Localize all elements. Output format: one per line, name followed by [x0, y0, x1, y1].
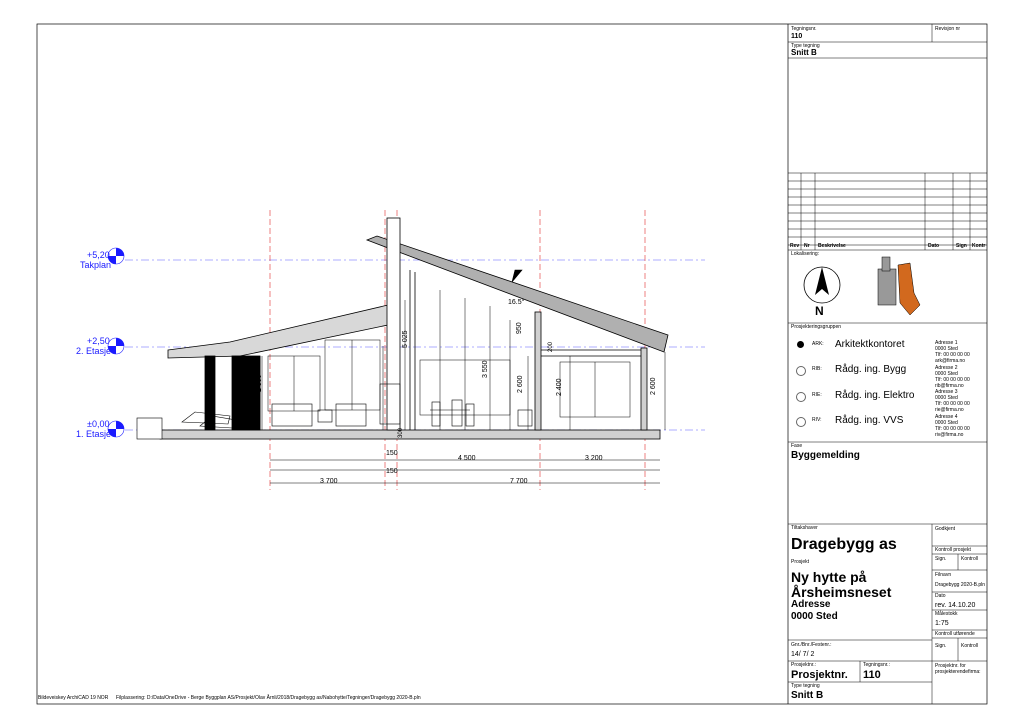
dim-3200: 3 200 [585, 455, 603, 462]
tb-kontroll-label-2: Kontroll [961, 643, 978, 649]
group-address-ark: Adresse 1 0000 Sted Tlf: 00 00 00 00 ark@firma.no [935, 340, 970, 364]
rev-h-sign: Sign [956, 243, 967, 249]
tb-kontroll-prosjekt-label: Kontroll prosjekt [935, 547, 971, 553]
tb-fase-label: Fase [791, 443, 803, 449]
tb-tiltakshaver-value: Dragebygg as [791, 536, 897, 553]
tb-gnr-value: 14/ 7/ 2 [791, 651, 815, 658]
radio-ark-icon[interactable] [797, 341, 804, 348]
tb-type-label: Type tegning [791, 43, 820, 49]
tb-gnr-label: Gnr./Bnr./Festenr.: [791, 642, 832, 648]
dim-3550: 3 550 [482, 360, 489, 378]
north-arrow-icon [802, 265, 842, 305]
tb-north: N [815, 304, 824, 318]
group-address-rib: Adresse 2 0000 Sted Tlf: 00 00 00 00 rib@firma.no [935, 365, 970, 389]
tb-revisjon-label: Revisjon nr [935, 26, 961, 32]
tb-prosjekt-value-1: Ny hytte på [791, 569, 867, 585]
tb-tegnr-label: Tegningsnr.: [863, 662, 890, 668]
group-name-rie: Rådg. ing. Elektro [835, 390, 915, 401]
rev-h-dato: Dato [928, 243, 940, 249]
group-code-rie: RIE: [812, 392, 822, 398]
group-name-riv: Rådg. ing. VVS [835, 415, 904, 426]
dim-7700: 7 700 [510, 478, 528, 485]
dim-300: 300 [398, 427, 404, 438]
group-address-riv: Adresse 4 0000 Sted Tlf: 00 00 00 00 riv@firma.no [935, 414, 970, 438]
dim-5025: 5 025 [402, 330, 409, 348]
tb-tegnr-value: 110 [863, 669, 881, 681]
level-value-etasje1: ±0,00 [87, 419, 110, 429]
location-map-icon [872, 255, 922, 315]
group-name-ark: Arkitektkontoret [835, 339, 905, 350]
tb-malestokk-label: Målestokk [935, 611, 958, 617]
tb-type-value: Snitt B [791, 48, 817, 57]
footer-software: Bildeveiskey ArchiCAD 19 NOR [38, 695, 109, 701]
radio-rie-icon[interactable] [796, 392, 806, 402]
tb-sign-label-2: Sign. [935, 643, 947, 649]
tb-filnavn-value: Dragebygg 2020-B.pln [935, 582, 986, 588]
footer-filepath: Filplassering: D:/Data/OneDrive - Berge Byggplan AS/Prosjekt/Olav Årnli/2018/Dragebygg as/Nabohytte/Tegninger/Dragebygg 2020-B.pln [116, 695, 421, 701]
rev-h-rev: Rev [790, 243, 800, 249]
tb-fase-value: Byggemelding [791, 450, 860, 461]
group-address-rie: Adresse 3 0000 Sted Tlf: 00 00 00 00 rie@firma.no [935, 389, 970, 413]
level-value-takplan: +5,20 [87, 250, 110, 260]
dim-150-top: 150 [386, 450, 398, 457]
dim-200: 200 [548, 341, 554, 352]
tb-prosjektnr-label: Prosjektnr.: [791, 662, 817, 668]
level-name-takplan: Takplan [80, 260, 112, 270]
dim-3700: 3 700 [320, 478, 338, 485]
tb-godkjent-label: Godkjent [935, 526, 956, 532]
dim-150-mid: 150 [386, 468, 398, 475]
tb-prosjekt-label: Prosjekt [791, 559, 810, 565]
tb-tegningsnr-value: 110 [791, 33, 803, 40]
rev-h-nr: Nr [804, 243, 810, 249]
level-name-etasje2: 2. Etasje [76, 346, 112, 356]
dim-950: 950 [516, 322, 523, 334]
group-code-riv: RIV: [812, 417, 822, 423]
tb-kontroll-label-1: Kontroll [961, 556, 978, 562]
dim-4500: 4 500 [458, 455, 476, 462]
tb-malestokk-value: 1:75 [935, 620, 949, 627]
dim-2600-a: 2 600 [517, 375, 524, 393]
tb-filnavn-label: Filnavn [935, 572, 952, 578]
radio-riv-icon[interactable] [796, 417, 806, 427]
tb-kontroll-utforende-label: Kontroll utførende [935, 631, 975, 637]
level-name-etasje1: 1. Etasje [76, 429, 112, 439]
tb-lokalisering-label: Lokalisering: [791, 251, 820, 257]
group-code-rib: RIB: [812, 366, 822, 372]
tb-prosjekt-value-2: Årsheimsneset [791, 584, 892, 600]
tb-sted: 0000 Sted [791, 611, 838, 622]
tb-tegningsnr-label: Tegningsnr. [791, 26, 817, 32]
tb-type2-label: Type tegning [791, 683, 820, 689]
tb-prosjektnr-value: Prosjektnr. [791, 669, 848, 681]
tb-type2-value: Snitt B [791, 690, 824, 701]
tb-prosjektnr-for-label: Prosjektnr. for prosjekterendefirma: [935, 663, 981, 675]
dim-2500: 2 500 [256, 374, 263, 392]
dim-2400: 2 400 [556, 378, 563, 396]
tb-dato-label: Dato [935, 593, 946, 599]
level-value-etasje2: +2,50 [87, 336, 110, 346]
group-code-ark: ARK: [812, 341, 824, 347]
radio-rib-icon[interactable] [796, 366, 806, 376]
group-name-rib: Rådg. ing. Bygg [835, 364, 907, 375]
tb-group-label: Prosjekteringsgruppen [791, 324, 842, 330]
rev-h-kontr: Kontr [972, 243, 986, 249]
dim-2600-b: 2 600 [650, 377, 657, 395]
tb-adresse: Adresse [791, 599, 831, 610]
rev-h-beskrivelse: Beskrivelse [818, 243, 846, 249]
tb-sign-label-1: Sign. [935, 556, 947, 562]
dim-angle: 16.5° [508, 299, 525, 306]
tb-dato-value: rev. 14.10.20 [935, 602, 976, 609]
tb-tiltakshaver-label: Tiltakshaver [791, 525, 818, 531]
